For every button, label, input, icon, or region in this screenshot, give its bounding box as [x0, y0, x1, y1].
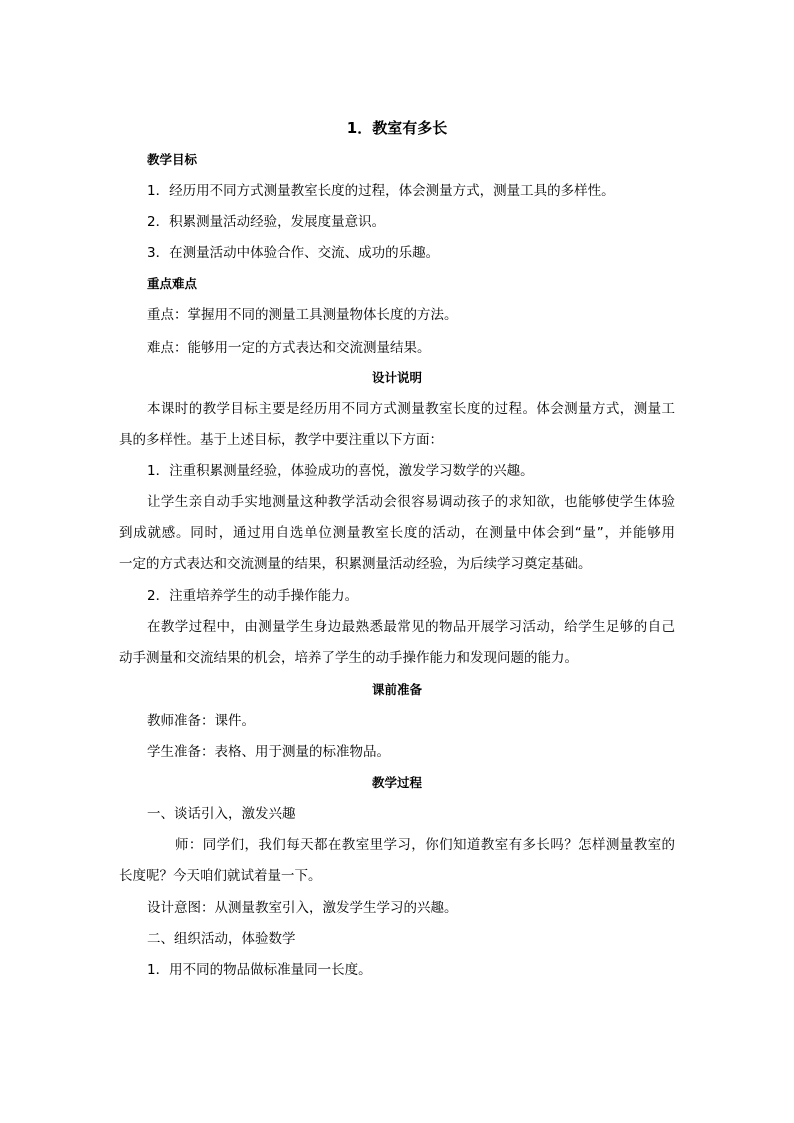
goal-item-3: 3．在测量活动中体验合作、交流、成功的乐趣。: [147, 245, 440, 261]
design-paragraph-3-line-2: 动手测量和交流结果的机会，培养了学生的动手操作能力和发现问题的能力。: [119, 650, 578, 666]
prep-teacher: 教师准备：课件。: [147, 713, 255, 729]
design-paragraph-2-line-3: 一定的方式表达和交流测量的结果，积累测量活动经验，为后续学习奠定基础。: [119, 556, 592, 572]
step-2-heading: 二、组织活动，体验数学: [147, 931, 296, 947]
step-1-heading: 一、谈话引入，激发兴趣: [147, 806, 296, 822]
goals-heading: 教学目标: [147, 152, 198, 167]
lesson-title: 1．教室有多长: [346, 119, 448, 137]
goal-item-1: 1．经历用不同方式测量教室长度的过程，体会测量方式，测量工具的多样性。: [147, 183, 615, 199]
design-paragraph-3-line-1: 在教学过程中，由测量学生身边最熟悉最常见的物品开展学习活动，给学生足够的自己: [147, 619, 675, 635]
key-point: 重点：掌握用不同的测量工具测量物体长度的方法。: [147, 307, 458, 323]
design-heading: 设计说明: [371, 370, 422, 385]
step-1-paragraph-line-1: 师：同学们，我们每天都在教室里学习，你们知道教室有多长吗？怎样测量教室的: [175, 837, 675, 853]
design-paragraph-2-line-2: 到成就感。同时，通过用自选单位测量教室长度的活动，在测量中体会到“量”，并能够用: [119, 525, 675, 541]
design-item-2: 2．注重培养学生的动手操作能力。: [147, 588, 359, 604]
step-2-item-1: 1．用不同的物品做标准量同一长度。: [147, 962, 372, 978]
key-heading: 重点难点: [147, 276, 198, 291]
design-paragraph-1-line-1: 本课时的教学目标主要是经历用不同方式测量教室长度的过程。体会测量方式，测量工: [147, 401, 675, 417]
prep-heading: 课前准备: [371, 682, 422, 697]
goal-item-2: 2．积累测量活动经验，发展度量意识。: [147, 214, 386, 230]
process-heading: 教学过程: [371, 775, 422, 790]
difficulty: 难点：能够用一定的方式表达和交流测量结果。: [147, 340, 431, 356]
design-paragraph-1-line-2: 具的多样性。基于上述目标，教学中要注重以下方面：: [119, 432, 443, 448]
step-1-intent: 设计意图：从测量教室引入，激发学生学习的兴趣。: [147, 900, 458, 916]
design-paragraph-2-line-1: 让学生亲自动手实地测量这种教学活动会很容易调动孩子的求知欲，也能够使学生体验: [147, 494, 675, 510]
step-1-paragraph-line-2: 长度呢？今天咱们就试着量一下。: [119, 868, 322, 884]
design-item-1: 1．注重积累测量经验，体验成功的喜悦，激发学习数学的兴趣。: [147, 463, 534, 479]
prep-student: 学生准备：表格、用于测量的标准物品。: [147, 744, 390, 760]
